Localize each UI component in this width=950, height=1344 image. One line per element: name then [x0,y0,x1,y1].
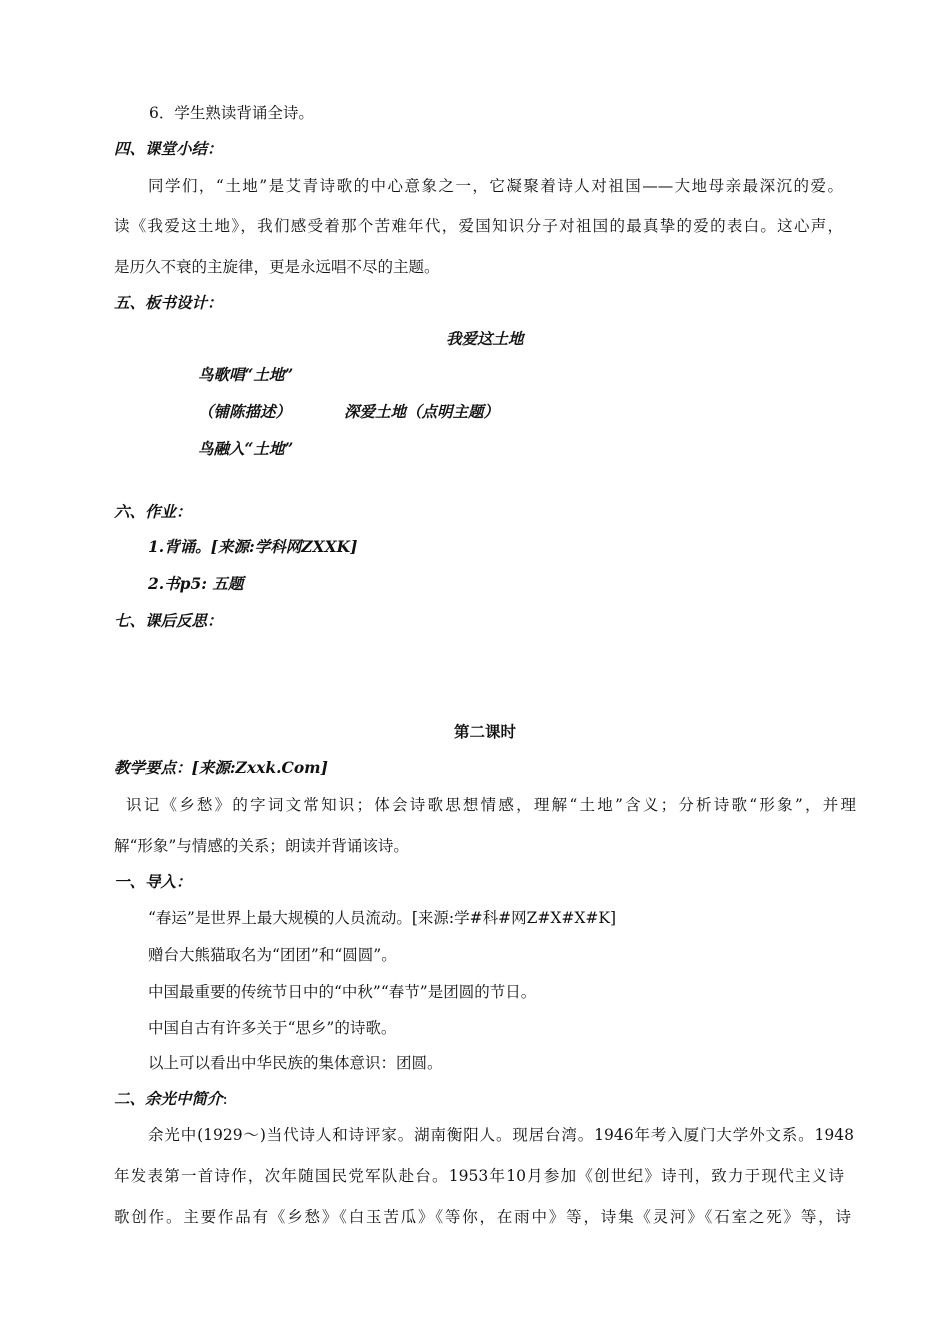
board-line-2-left: （铺陈描述） [198,402,292,421]
key-points-heading: 教学要点：[来源:Zxxk.Com] [114,758,328,777]
board-title: 我爱这土地 [446,329,524,348]
board-line-1: 鸟歌唱“土地” [198,365,294,384]
intro-line-1: “春运”是世界上最大规模的人员流动。[来源:学#科#网Z#X#X#K] [148,909,617,927]
bio-line-2: 年发表第一首诗作，次年随国民党军队赴台。1953年10月参加《创世纪》诗刊，致力于现代主义诗 [114,1167,844,1185]
homework-item-1: 1.背诵。[来源:学科网ZXXK] [148,537,358,556]
summary-paragraph-line-3: 是历久不衰的主旋律，更是永远唱不尽的主题。 [114,258,440,276]
section-summary-heading: 四、课堂小结： [114,139,223,158]
board-line-3: 鸟融入“土地” [198,439,294,458]
homework-item-2: 2.书p5: 五题 [148,574,244,593]
section-board-heading: 五、板书设计： [114,293,223,312]
intro-line-2: 赠台大熊猫取名为“团团”和“圆圆”。 [148,946,397,964]
bio-line-3: 歌创作。主要作品有《乡愁》《白玉苦瓜》《等你，在雨中》等，诗集《灵河》《石室之死》等，诗 [114,1208,851,1226]
intro-line-5: 以上可以看出中华民族的集体意识：团圆。 [148,1054,443,1072]
summary-paragraph-line-2: 读《我爱这土地》，我们感受着那个苦难年代，爱国知识分子对祖国的最真挚的爱的表白。这心声， [114,217,843,235]
board-line-2-right: 深爱土地（点明主题） [344,402,500,421]
summary-paragraph-line-1: 同学们，“土地”是艾青诗歌的中心意象之一，它凝聚着诗人对祖国——大地母亲最深沉的爱。 [148,177,843,195]
key-points-line-2: 解“形象”与情感的关系；朗读并背诵该诗。 [114,837,409,855]
intro-line-4: 中国自古有许多关于“思乡”的诗歌。 [148,1019,397,1037]
key-points-line-1: 识记《乡愁》的字词文常知识；体会诗歌思想情感，理解“土地”含义；分析诗歌“形象”，并理 [126,796,856,814]
section-homework-heading: 六、作业： [114,502,192,521]
bio-heading-text: 二、余光中简介 [114,1089,223,1108]
lesson-2-title: 第二课时 [454,722,517,741]
section-bio-heading [114,1089,228,1109]
step-6-text: 6．学生熟读背诵全诗。 [149,104,314,122]
bio-heading-colon: : [222,1090,228,1108]
section-reflection-heading: 七、课后反思： [114,611,223,630]
section-intro-heading: 一、导入： [114,872,192,891]
bio-line-1: 余光中(1929～)当代诗人和诗评家。湖南衡阳人。现居台湾。1946年考入厦门大学外文系。1948 [148,1126,854,1144]
intro-line-3: 中国最重要的传统节日中的“中秋”“春节”是团圆的节日。 [148,983,537,1001]
